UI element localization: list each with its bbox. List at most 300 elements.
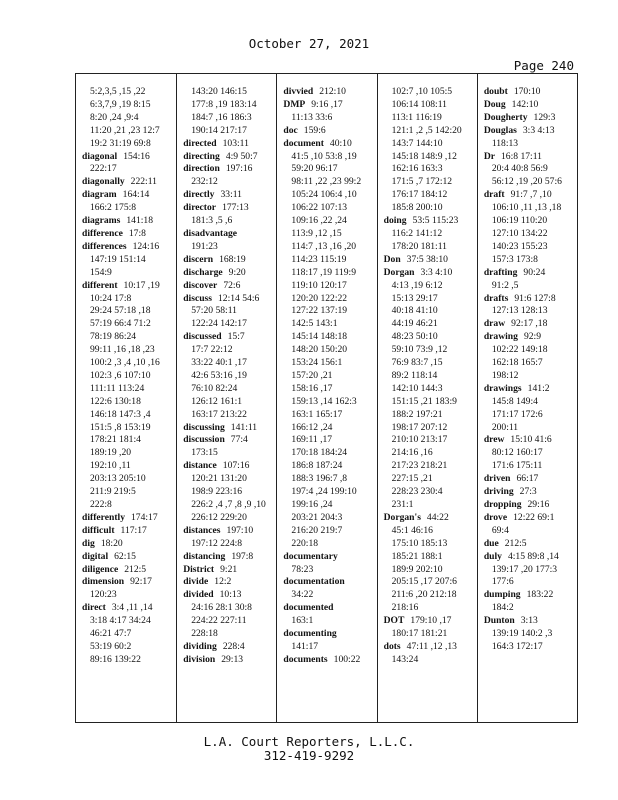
index-term: documentation — [283, 576, 345, 588]
index-entry — [283, 138, 374, 151]
index-continuation-line: 143:7 144:10 — [391, 137, 443, 149]
footer-phone: 312-419-9292 — [263, 748, 355, 763]
index-term: due — [483, 537, 499, 549]
index-entry — [183, 267, 274, 280]
index-term: distancing — [183, 550, 226, 562]
index-continuation-line: 153:24 156:1 — [291, 357, 343, 369]
index-column-1 — [76, 74, 176, 722]
index-continuation-line: 89:2 118:14 — [391, 369, 438, 381]
index-continuation-line: 231:1 — [391, 499, 414, 510]
index-references: 142:10 — [511, 98, 539, 110]
index-continuation-line: 140:23 155:23 — [491, 240, 548, 252]
index-continuation-line: 198:12 — [491, 369, 519, 381]
index-entry — [82, 189, 174, 202]
index-continuation-line: 57:19 66:4 71:2 — [90, 318, 151, 330]
index-continuation-line: 118:13 — [491, 137, 519, 149]
index-references: 91:6 127:8 — [514, 292, 556, 304]
index-continuation-line: 188:2 197:21 — [391, 408, 443, 420]
index-continuation-line: 34:22 — [291, 589, 314, 601]
index-term: documenting — [283, 628, 337, 640]
index-references: 159:6 — [303, 124, 326, 136]
index-column-5 — [477, 74, 577, 722]
index-continuation-line: 170:18 184:24 — [291, 447, 348, 459]
index-continuation-line: 15:13 29:17 — [391, 292, 438, 304]
index-entry — [484, 151, 575, 164]
index-entry — [283, 551, 374, 564]
index-continuation-line: 106:19 110:20 — [491, 215, 548, 227]
footer — [0, 735, 618, 763]
index-continuation-line: 171:6 175:11 — [491, 460, 543, 472]
index-term: discussing — [183, 421, 225, 433]
index-continuation-line: 224:22 227:11 — [191, 615, 247, 627]
index-continuation-line: 184:2 — [491, 602, 514, 614]
index-references: 3:3 4:10 — [420, 266, 453, 278]
index-entry — [484, 473, 575, 486]
index-continuation-line: 178:20 181:11 — [391, 240, 447, 252]
index-continuation-line: 113:9 ,12 ,15 — [291, 227, 342, 239]
index-continuation-line: 44:19 46:21 — [391, 318, 438, 330]
index-term: dumping — [483, 589, 521, 601]
index-continuation-line: 227:15 ,21 — [391, 473, 433, 485]
index-continuation-line: 157:3 173:8 — [491, 253, 538, 265]
index-references: 197:16 — [225, 163, 253, 175]
index-continuation-line: 214:16 ,16 — [391, 447, 433, 459]
index-entry — [82, 564, 174, 577]
index-term: documentary — [283, 550, 338, 562]
index-term: disadvantage — [183, 227, 238, 239]
index-continuation-line: 228:18 — [191, 628, 218, 640]
index-references: 29:16 — [527, 499, 550, 510]
index-term: diagram — [82, 189, 117, 201]
index-continuation-line: 228:23 230:4 — [391, 486, 443, 498]
index-continuation-line: 163:1 165:17 — [291, 408, 343, 420]
index-references: 53:5 115:23 — [412, 215, 459, 227]
index-continuation-line: 59:10 73:9 ,12 — [391, 344, 448, 356]
index-entry — [484, 499, 575, 512]
index-continuation-line: 222:17 — [90, 163, 117, 175]
index-term: draft — [483, 189, 505, 201]
index-term: Dougherty — [483, 111, 528, 123]
index-term: duly — [483, 550, 502, 562]
index-entry — [82, 512, 174, 525]
index-references: 174:17 — [131, 511, 158, 523]
index-references: 15:10 41:6 — [510, 434, 552, 446]
index-entry — [183, 460, 274, 473]
index-entry — [384, 215, 475, 228]
index-term: drove — [483, 511, 508, 523]
index-continuation-line: 116:2 141:12 — [391, 227, 443, 239]
index-continuation-line: 105:24 106:4 ,10 — [291, 189, 357, 201]
index-references: 222:11 — [130, 176, 157, 188]
index-references: 170:10 — [513, 86, 541, 97]
index-continuation-line: 99:11 ,16 ,18 ,23 — [90, 344, 155, 356]
index-continuation-line: 185:8 200:10 — [391, 202, 443, 214]
index-entry — [484, 293, 575, 306]
index-continuation-line: 216:20 219:7 — [291, 524, 343, 536]
index-continuation-line: 127:10 134:22 — [491, 227, 548, 239]
index-entry — [82, 215, 174, 228]
index-continuation-line: 226:2 ,4 ,7 ,8 ,9 ,10 — [191, 499, 266, 510]
index-entry — [183, 163, 274, 176]
index-references: 197:10 — [226, 524, 254, 536]
index-continuation-line: 6:3,7,9 ,19 8:15 — [90, 98, 151, 110]
index-entry — [183, 293, 274, 306]
index-term: direct — [82, 602, 106, 614]
index-continuation-line: 162:16 163:3 — [391, 163, 443, 175]
index-continuation-line: 56:12 ,19 ,20 57:6 — [491, 176, 562, 188]
index-term: divvied — [283, 86, 314, 97]
index-entry — [183, 551, 274, 564]
index-continuation-line: 151:5 ,8 153:19 — [90, 421, 151, 433]
index-references: 100:22 — [333, 653, 361, 665]
index-entry — [384, 641, 475, 654]
index-references: 228:4 — [222, 640, 245, 652]
index-term: drawing — [483, 331, 518, 343]
index-continuation-line: 4:13 ,19 6:12 — [391, 279, 443, 291]
index-term: Douglas — [483, 124, 517, 136]
index-entry — [82, 151, 174, 164]
index-references: 4:15 89:8 ,14 — [507, 550, 559, 562]
index-entry — [183, 434, 274, 447]
index-continuation-line: 53:19 60:2 — [90, 640, 132, 652]
index-term: direction — [183, 163, 220, 175]
index-continuation-line: 76:9 83:7 ,15 — [391, 357, 443, 369]
index-entry — [183, 228, 274, 241]
index-term: driven — [483, 473, 511, 485]
index-continuation-line: 217:23 218:21 — [391, 460, 448, 472]
index-term: diagrams — [82, 215, 121, 227]
index-term: directing — [183, 150, 220, 162]
index-continuation-line: 91:2 ,5 — [491, 279, 519, 291]
index-continuation-line: 120:23 — [90, 589, 117, 601]
index-references: 12:14 54:6 — [218, 292, 260, 304]
index-continuation-line: 157:20 ,21 — [291, 369, 333, 381]
index-entry — [82, 228, 174, 241]
index-continuation-line: 122:24 142:17 — [191, 318, 247, 330]
index-continuation-line: 143:24 — [391, 653, 419, 665]
index-continuation-line: 176:17 184:12 — [391, 189, 448, 201]
index-term: dimension — [82, 576, 125, 588]
index-term: Doug — [483, 98, 506, 110]
index-term: difference — [82, 227, 123, 239]
index-continuation-line: 142:5 143:1 — [291, 318, 338, 330]
index-continuation-line: 203:21 204:3 — [291, 511, 343, 523]
index-entry — [82, 551, 174, 564]
index-continuation-line: 162:18 165:7 — [491, 357, 543, 369]
index-references: 62:15 — [114, 550, 136, 562]
index-entry — [484, 512, 575, 525]
index-entry — [283, 576, 374, 589]
index-continuation-line: 147:19 151:14 — [90, 253, 146, 265]
index-continuation-line: 122:6 130:18 — [90, 395, 141, 407]
index-term: drafts — [483, 292, 509, 304]
index-entry — [82, 538, 174, 551]
index-entry — [484, 99, 575, 112]
index-references: 107:16 — [222, 460, 250, 472]
index-continuation-line: 102:22 149:18 — [491, 344, 548, 356]
index-term: distance — [183, 460, 217, 472]
index-entry — [484, 383, 575, 396]
index-term: doc — [283, 124, 298, 136]
index-continuation-line: 148:20 150:20 — [291, 344, 348, 356]
index-references: 40:10 — [329, 137, 352, 149]
index-continuation-line: 100:2 ,3 ,4 ,10 ,16 — [90, 357, 160, 369]
index-entry — [283, 602, 374, 615]
index-continuation-line: 199:16 ,24 — [291, 499, 333, 510]
index-continuation-line: 211:6 ,20 212:18 — [391, 589, 457, 601]
index-references: 164:14 — [122, 189, 150, 201]
index-continuation-line: 171:17 172:6 — [491, 408, 543, 420]
index-entry — [484, 189, 575, 202]
index-entry — [484, 589, 575, 602]
index-entry — [82, 525, 174, 538]
index-continuation-line: 163:17 213:22 — [191, 408, 247, 420]
index-column-2 — [176, 74, 276, 722]
index-term: driving — [483, 486, 514, 498]
index-continuation-line: 197:12 224:8 — [191, 537, 243, 549]
index-term: director — [183, 202, 217, 214]
index-term: document — [283, 137, 324, 149]
index-entry — [82, 241, 174, 254]
index-entry — [183, 564, 274, 577]
index-continuation-line: 175:10 185:13 — [391, 537, 448, 549]
index-term: DMP — [283, 98, 306, 110]
index-references: 141:2 — [527, 382, 550, 394]
index-term: Dunton — [483, 615, 515, 627]
index-continuation-line: 24:16 28:1 30:8 — [191, 602, 252, 614]
index-references: 91:7 ,7 ,10 — [510, 189, 552, 201]
index-continuation-line: 139:17 ,20 177:3 — [491, 563, 558, 575]
index-continuation-line: 151:15 ,21 183:9 — [391, 395, 457, 407]
index-continuation-line: 211:9 219:5 — [90, 486, 136, 498]
index-term: distances — [183, 524, 221, 536]
index-continuation-line: 164:3 172:17 — [491, 640, 543, 652]
index-references: 212:10 — [319, 86, 346, 97]
index-references: 168:19 — [219, 253, 246, 265]
index-term: discover — [183, 279, 218, 291]
index-continuation-line: 154:9 — [90, 266, 112, 278]
index-references: 33:11 — [220, 189, 242, 201]
index-entry — [484, 267, 575, 280]
index-references: 66:17 — [516, 473, 539, 485]
index-continuation-line: 198:9 223:16 — [191, 486, 243, 498]
index-continuation-line: 41:5 ,10 53:8 ,19 — [291, 150, 357, 162]
index-references: 72:6 — [223, 279, 241, 291]
index-references: 124:16 — [132, 240, 160, 252]
index-entry — [82, 576, 174, 589]
index-term: directed — [183, 137, 217, 149]
index-term: dots — [383, 640, 401, 652]
index-references: 77:4 — [230, 434, 248, 446]
index-term: difficult — [82, 524, 115, 536]
index-entry — [183, 151, 274, 164]
index-continuation-line: 120:21 131:20 — [191, 473, 247, 485]
index-entry — [384, 267, 475, 280]
index-continuation-line: 69:4 — [491, 524, 509, 536]
index-references: 27:3 — [519, 486, 537, 498]
index-entry — [283, 125, 374, 138]
index-continuation-line: 188:3 196:7 ,8 — [291, 473, 348, 485]
index-continuation-line: 141:17 — [291, 640, 319, 652]
index-continuation-line: 189:19 ,20 — [90, 447, 132, 459]
index-term: drawings — [483, 382, 522, 394]
index-continuation-line: 180:17 181:21 — [391, 628, 448, 640]
index-term: District — [183, 563, 215, 575]
index-continuation-line: 11:20 ,21 ,23 12:7 — [90, 124, 160, 136]
index-continuation-line: 40:18 41:10 — [391, 305, 438, 317]
index-references: 117:17 — [120, 524, 147, 536]
index-continuation-line: 197:4 ,24 199:10 — [291, 486, 357, 498]
index-entry — [484, 112, 575, 125]
index-entry — [484, 86, 575, 99]
index-continuation-line: 78:19 86:24 — [90, 331, 137, 343]
index-term: diagonally — [82, 176, 125, 188]
index-continuation-line: 191:23 — [191, 240, 218, 252]
index-entry — [183, 576, 274, 589]
index-entry — [283, 86, 374, 99]
index-references: 212:5 — [124, 563, 147, 575]
index-entry — [283, 99, 374, 112]
index-references: 141:18 — [126, 215, 154, 227]
index-continuation-line: 173:15 — [191, 447, 218, 459]
index-continuation-line: 78:23 — [291, 563, 314, 575]
index-continuation-line: 222:8 — [90, 499, 112, 510]
index-references: 103:11 — [222, 137, 249, 149]
index-references: 212:5 — [504, 537, 527, 549]
index-references: 154:16 — [123, 150, 150, 162]
index-term: discussion — [183, 434, 225, 446]
index-continuation-line: 76:10 82:24 — [191, 382, 238, 394]
index-references: 3:4 ,11 ,14 — [111, 602, 153, 614]
index-references: 90:24 — [523, 266, 546, 278]
index-continuation-line: 127:13 128:13 — [491, 305, 548, 317]
index-continuation-line: 200:11 — [491, 421, 519, 433]
index-term: drafting — [483, 266, 518, 278]
index-continuation-line: 114:7 ,13 ,16 ,20 — [291, 240, 357, 252]
index-references: 92:17 ,18 — [511, 318, 548, 330]
index-term: dividing — [183, 640, 217, 652]
index-entry — [183, 254, 274, 267]
index-continuation-line: 17:7 22:12 — [191, 344, 233, 356]
index-term: diligence — [82, 563, 119, 575]
index-continuation-line: 198:17 207:12 — [391, 421, 448, 433]
index-entry — [384, 254, 475, 267]
index-continuation-line: 8:20 ,24 ,9:4 — [90, 111, 139, 123]
index-references: 10:13 — [219, 589, 242, 601]
index-entry — [384, 615, 475, 628]
index-continuation-line: 106:22 107:13 — [291, 202, 348, 214]
index-entry — [484, 434, 575, 447]
index-references: 4:9 50:7 — [225, 150, 258, 162]
index-continuation-line: 33:22 40:1 ,17 — [191, 357, 247, 369]
index-term: differently — [82, 511, 125, 523]
index-continuation-line: 178:21 181:4 — [90, 434, 141, 446]
index-entry — [484, 318, 575, 331]
index-continuation-line: 145:18 148:9 ,12 — [391, 150, 457, 162]
index-term: different — [82, 279, 118, 291]
index-entry — [183, 589, 274, 602]
index-continuation-line: 48:23 50:10 — [391, 331, 438, 343]
index-entry — [82, 280, 174, 293]
index-term: discharge — [183, 266, 223, 278]
index-entry — [183, 202, 274, 215]
index-continuation-line: 57:20 58:11 — [191, 305, 237, 317]
index-continuation-line: 102:7 ,10 105:5 — [391, 86, 453, 97]
index-references: 9:16 ,17 — [311, 98, 343, 110]
index-continuation-line: 80:12 160:17 — [491, 447, 543, 459]
index-continuation-line: 145:14 148:18 — [291, 331, 348, 343]
index-continuation-line: 142:10 144:3 — [391, 382, 443, 394]
index-continuation-line: 146:18 147:3 ,4 — [90, 408, 151, 420]
index-entry — [183, 280, 274, 293]
index-references: 183:22 — [526, 589, 554, 601]
index-term: discuss — [183, 292, 212, 304]
index-entry — [384, 512, 475, 525]
index-continuation-line: 166:12 ,24 — [291, 421, 333, 433]
index-continuation-line: 102:3 ,6 107:10 — [90, 369, 151, 381]
index-continuation-line: 126:12 161:1 — [191, 395, 243, 407]
index-continuation-line: 120:20 122:22 — [291, 292, 348, 304]
index-continuation-line: 158:16 ,17 — [291, 382, 333, 394]
index-entry — [283, 654, 374, 667]
index-entry — [82, 176, 174, 189]
index-continuation-line: 127:22 137:19 — [291, 305, 348, 317]
index-continuation-line: 42:6 53:16 ,19 — [191, 369, 247, 381]
index-continuation-line: 106:14 108:11 — [391, 98, 447, 110]
index-term: dropping — [483, 499, 522, 510]
index-continuation-line: 11:13 33:6 — [291, 111, 333, 123]
index-references: 12:2 — [214, 576, 232, 588]
index-entry — [183, 654, 274, 667]
index-continuation-line: 145:8 149:4 — [491, 395, 538, 407]
index-term: diagonal — [82, 150, 118, 162]
index-term: Dr — [483, 150, 495, 162]
index-continuation-line: 166:2 175:8 — [90, 202, 137, 214]
index-entry — [183, 331, 274, 344]
index-entry — [183, 641, 274, 654]
index-continuation-line: 185:21 188:1 — [391, 550, 443, 562]
index-continuation-line: 46:21 47:7 — [90, 628, 132, 640]
index-term: discern — [183, 253, 214, 265]
page-number: Page 240 — [513, 58, 574, 73]
index-entry — [484, 486, 575, 499]
index-continuation-line: 89:16 139:22 — [90, 653, 141, 665]
index-continuation-line: 203:13 205:10 — [90, 473, 146, 485]
index-references: 15:7 — [227, 331, 245, 343]
transcript-date: October 27, 2021 — [248, 36, 370, 51]
index-references: 10:17 ,19 — [123, 279, 160, 291]
index-continuation-line: 181:3 ,5 ,6 — [191, 215, 233, 227]
index-references: 37:5 38:10 — [406, 253, 448, 265]
index-references: 18:20 — [100, 537, 123, 549]
index-continuation-line: 143:20 146:15 — [191, 86, 247, 97]
index-term: drew — [483, 434, 505, 446]
index-term: divided — [183, 589, 214, 601]
index-entry — [283, 628, 374, 641]
index-references: 92:17 — [130, 576, 152, 588]
index-continuation-line: 226:12 229:20 — [191, 511, 247, 523]
index-references: 92:9 — [523, 331, 541, 343]
index-term: documented — [283, 602, 334, 614]
index-continuation-line: 171:5 ,7 172:12 — [391, 176, 453, 188]
index-references: 141:11 — [230, 421, 258, 433]
index-references: 44:22 — [426, 511, 449, 523]
index-term: directly — [183, 189, 215, 201]
index-entry — [484, 331, 575, 344]
index-continuation-line: 184:7 ,16 186:3 — [191, 111, 252, 123]
index-continuation-line: 59:20 96:17 — [291, 163, 338, 175]
index-continuation-line: 29:24 57:18 ,18 — [90, 305, 151, 317]
